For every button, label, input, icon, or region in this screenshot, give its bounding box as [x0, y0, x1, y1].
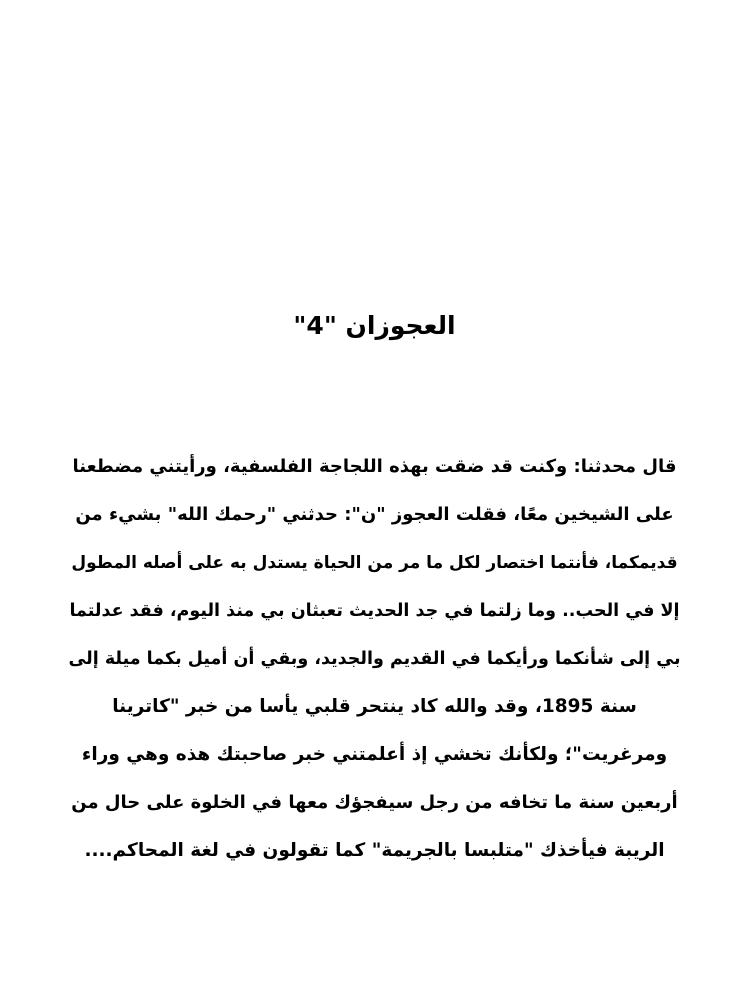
body-line: إلا في الحب.. وما زلتما في جد الحديث تعبثان بي منذ اليوم، فقد عدلتما [69, 601, 680, 621]
body-line: على الشيخين معًا، فقلت العجوز "ن": حدثني "رحمك الله" بشيء من [75, 504, 674, 525]
document-title: العجوزان "4" [293, 311, 456, 340]
body-line: سنة 1895، وقد والله كاد ينتحر قلبي يأسا من خبر "كاترينا [112, 696, 637, 717]
body-line: قديمكما، فأنتما اختصار لكل ما مر من الحياة يستدل به على أصله المطول [71, 553, 678, 573]
body-line: بي إلى شأنكما ورأيكما في القديم والجديد، وبقي أن أميل بكما ميلة إلى [68, 649, 681, 669]
body-line: قال محدثنا: وكنت قد ضقت بهذه اللجاجة الفلسفية، ورأيتني مضطعنا [72, 456, 677, 477]
body-line: أربعين سنة ما تخافه من رجل سيفجؤك معها في الخلوة على حال من [71, 792, 678, 813]
document-body [68, 443, 681, 875]
body-line: ومرغريت"؛ ولكأنك تخشي إذ أعلمتني خبر صاحبتك هذه وهي وراء [81, 744, 668, 765]
body-line: الريبة فيأخذك "متلبسا بالجريمة" كما تقولون في لغة المحاكم.... [84, 840, 665, 861]
